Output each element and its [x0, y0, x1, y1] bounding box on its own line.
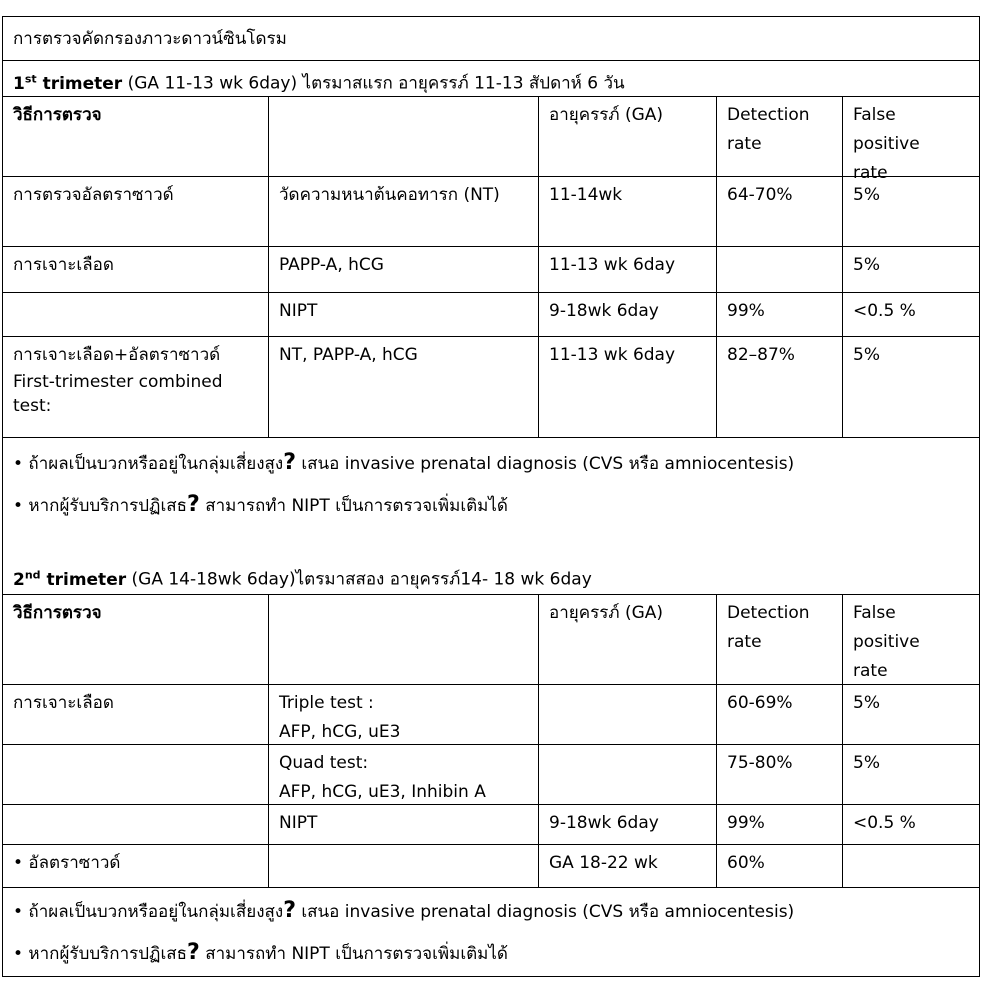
- t1-row2-test: PAPP-A, hCG: [269, 247, 539, 293]
- t1-row3-ga: 9-18wk 6day: [539, 293, 717, 337]
- document-title: [3, 17, 979, 61]
- header-detection-text: Detection rate: [727, 105, 810, 154]
- trimester-2-ordinal: 2: [13, 569, 25, 590]
- question-mark-icon: ?: [187, 492, 200, 517]
- trimester-1-ordinal: 1: [13, 73, 25, 94]
- t1-row4-method-thai: การเจาะเลือด+อัลตราซาวด์: [13, 345, 221, 365]
- t2-note-2: [13, 932, 969, 974]
- t1-row4-method-sub: First-trimester combined test:: [13, 372, 223, 416]
- t2-row1-detection: 60-69%: [717, 685, 843, 745]
- t2-row1-fpr: 5%: [843, 685, 979, 745]
- t1-row1-ga: 11-14wk: [539, 177, 717, 247]
- t2-row3-fpr: <0.5 %: [843, 805, 979, 845]
- t2-row1-ga: [539, 685, 717, 745]
- t2-note-1-pre: • ถ้าผลเป็นบวกหรืออยู่ในกลุ่มเสี่ยงสูง: [13, 902, 284, 922]
- t1-row1-detection: 64-70%: [717, 177, 843, 247]
- t2-header-test: [269, 595, 539, 685]
- question-mark-icon: ?: [283, 450, 296, 475]
- trimester-2-notes: [3, 888, 979, 976]
- t2-header-method: วิธีการตรวจ: [3, 595, 269, 685]
- t2-row2-ga: [539, 745, 717, 805]
- t2-row4-method: • อัลตราซาวด์: [3, 845, 269, 887]
- spacer: [13, 526, 969, 556]
- t1-row2-fpr: 5%: [843, 247, 979, 293]
- t1-row4-test: NT, PAPP-A, hCG: [269, 337, 539, 437]
- t2-note-2-post: สามารถทำ NIPT เป็นการตรวจเพิ่มเติมได้: [199, 944, 508, 964]
- trimester-2-table: [3, 594, 979, 888]
- header-method: วิธีการตรวจ: [3, 97, 269, 177]
- header-detection: [717, 97, 843, 177]
- t1-row3-fpr: <0.5 %: [843, 293, 979, 337]
- header-ga: อายุครรภ์ (GA): [539, 97, 717, 177]
- t2-row1-test-l1: Triple test :: [279, 693, 374, 713]
- trimester-1-heading: [3, 61, 979, 97]
- t2-row1-test-l2: AFP, hCG, uE3: [279, 722, 401, 742]
- question-mark-icon: ?: [187, 940, 200, 965]
- screening-document: [2, 16, 980, 977]
- trimester-2-rest: (GA 14-18wk 6day)ไตรมาสสอง อายุครรภ์14- 18 wk 6day: [126, 569, 592, 590]
- t2-row3-method: [3, 805, 269, 845]
- document-title-text: การตรวจคัดกรองภาวะดาวน์ซินโดรม: [13, 29, 287, 49]
- t1-row1-test: [269, 177, 539, 247]
- t2-row1-test: [269, 685, 539, 745]
- t2-header-ga: อายุครรภ์ (GA): [539, 595, 717, 685]
- t2-row2-test-l2: AFP, hCG, uE3, Inhibin A: [279, 782, 486, 802]
- t2-header-fpr: [843, 595, 979, 685]
- t1-row1-method: การตรวจอัลตราซาวด์: [3, 177, 269, 247]
- t1-row2-detection: [717, 247, 843, 293]
- t1-row3-test: NIPT: [269, 293, 539, 337]
- t1-row4-fpr: 5%: [853, 345, 880, 365]
- t2-header-fpr-text: False positive rate: [853, 603, 920, 681]
- header-test: [269, 97, 539, 177]
- t1-row1-test-text: วัดความหนาต้นคอทารก (NT): [279, 185, 500, 205]
- t1-note-2-post: สามารถทำ NIPT เป็นการตรวจเพิ่มเติมได้: [199, 496, 508, 516]
- t2-row1-method: การเจาะเลือด: [3, 685, 269, 745]
- t1-note-1: [13, 442, 969, 484]
- t2-row4-fpr: [843, 845, 979, 887]
- trimester-1-rest: (GA 11-13 wk 6day) ไตรมาสแรก อายุครรภ์ 11-13 สัปดาห์ 6 วัน: [122, 73, 625, 94]
- t1-row2-method: การเจาะเลือด: [3, 247, 269, 293]
- t1-row4-method: [3, 337, 269, 437]
- trimester-1-notes: [3, 438, 979, 594]
- t2-row4-detection: 60%: [717, 845, 843, 887]
- t1-row4-detection: 82–87%: [717, 337, 843, 437]
- header-fpr: [843, 97, 979, 183]
- t2-row2-method: [3, 745, 269, 805]
- trimester-1-word: trimeter: [36, 73, 123, 94]
- t1-note-1-post: เสนอ invasive prenatal diagnosis (CVS หรือ amniocentesis): [295, 454, 795, 474]
- t2-header-detection: [717, 595, 843, 685]
- trimester-1-table: [3, 97, 979, 438]
- t1-note-2-pre: • หากผู้รับบริการปฏิเสธ: [13, 496, 188, 516]
- header-fpr-text: False positive rate: [853, 105, 920, 183]
- t2-note-1: [13, 890, 969, 932]
- trimester-2-word: trimeter: [40, 569, 127, 590]
- t2-row2-fpr: 5%: [843, 745, 979, 805]
- t2-row3-detection: 99%: [717, 805, 843, 845]
- t2-row2-test: [269, 745, 539, 805]
- question-mark-icon: ?: [283, 898, 296, 923]
- trimester-2-heading: [13, 556, 969, 594]
- t2-row3-ga: 9-18wk 6day: [539, 805, 717, 845]
- t2-row2-detection: 75-80%: [717, 745, 843, 805]
- t2-row2-test-l1: Quad test:: [279, 753, 369, 773]
- t1-row3-method: [3, 293, 269, 337]
- t1-row3-detection: 99%: [717, 293, 843, 337]
- t1-row2-ga: 11-13 wk 6day: [539, 247, 717, 293]
- t1-note-2: [13, 484, 969, 526]
- t1-note-1-pre: • ถ้าผลเป็นบวกหรืออยู่ในกลุ่มเสี่ยงสูง: [13, 454, 284, 474]
- t1-row1-fpr: 5%: [843, 177, 979, 247]
- t2-row3-test: NIPT: [269, 805, 539, 845]
- t2-row4-ga: GA 18-22 wk: [539, 845, 717, 887]
- t2-row4-test: [269, 845, 539, 887]
- t1-row4-ga: 11-13 wk 6day: [539, 337, 717, 437]
- trimester-1-sup: st: [24, 72, 37, 85]
- t2-note-2-pre: • หากผู้รับบริการปฏิเสธ: [13, 944, 188, 964]
- t2-header-detection-text: Detection rate: [727, 603, 810, 652]
- trimester-2-sup: nd: [24, 568, 41, 581]
- t2-note-1-post: เสนอ invasive prenatal diagnosis (CVS หรือ amniocentesis): [295, 902, 795, 922]
